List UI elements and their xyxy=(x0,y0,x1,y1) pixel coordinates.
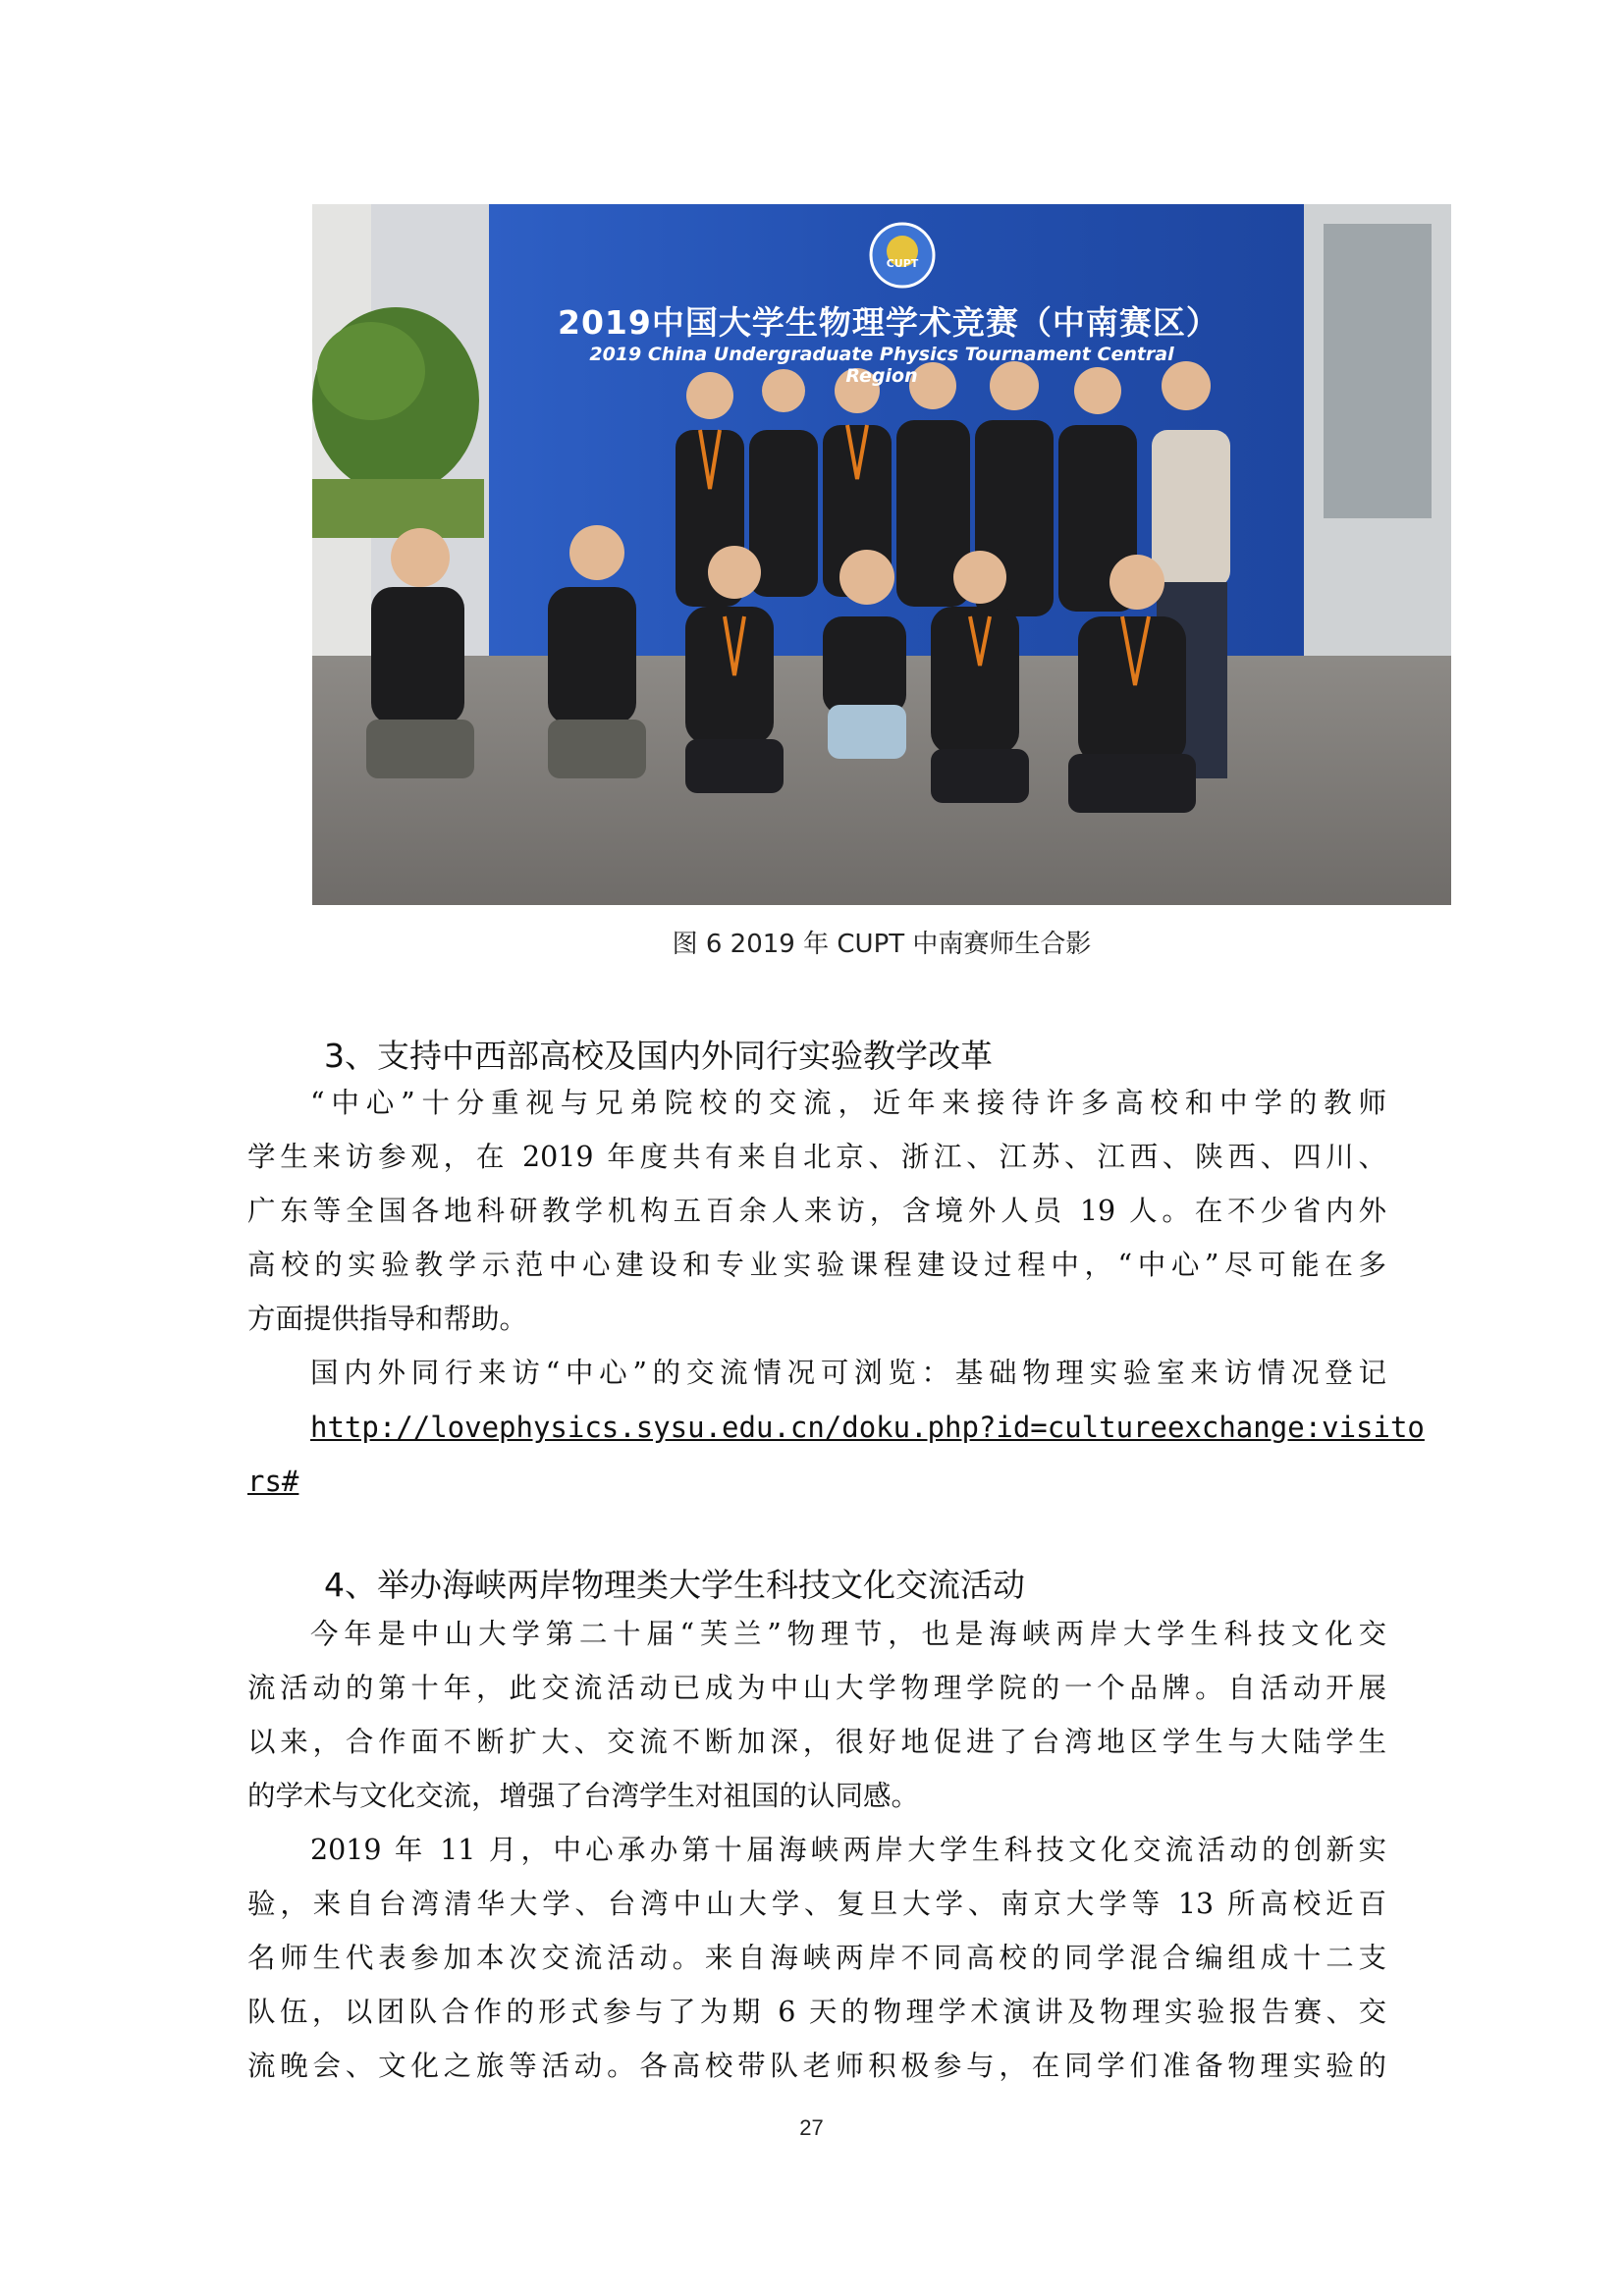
section-4-line-1: 今年是中山大学第二十届“芙兰”物理节，也是海峡两岸大学生科技文化交 xyxy=(310,1618,1386,1650)
visitor-log-url-part-1[interactable]: http://lovephysics.sysu.edu.cn/doku.php?id=cultureexchange:visito xyxy=(310,1411,1425,1444)
section-3-line-6: 国内外同行来访“中心”的交流情况可浏览：基础物理实验室来访情况登记 xyxy=(310,1357,1386,1389)
section-4-line-2: 流活动的第十年，此交流活动已成为中山大学物理学院的一个品牌。自活动开展 xyxy=(247,1672,1386,1704)
section-4-line-5: 2019 年 11 月，中心承办第十届海峡两岸大学生科技文化交流活动的创新实 xyxy=(310,1834,1386,1866)
cupt-logo-text: CUPT xyxy=(886,257,919,270)
section-4-heading: 4、举办海峡两岸物理类大学生科技文化交流活动 xyxy=(324,1566,1025,1604)
section-4-line-9: 流晚会、文化之旅等活动。各高校带队老师积极参与，在同学们准备物理实验的 xyxy=(247,2050,1386,2082)
section-3-heading: 3、支持中西部高校及国内外同行实验教学改革 xyxy=(324,1037,993,1075)
page-number: 27 xyxy=(799,2115,824,2140)
section-3-line-1: “中心”十分重视与兄弟院校的交流，近年来接待许多高校和中学的教师 xyxy=(310,1087,1386,1119)
visitor-log-link[interactable] xyxy=(310,1408,1425,1448)
section-3-line-3: 广东等全国各地科研教学机构五百余人来访，含境外人员 19 人。在不少省内外 xyxy=(247,1195,1386,1227)
section-4-line-3: 以来，合作面不断扩大、交流不断加深，很好地促进了台湾地区学生与大陆学生 xyxy=(247,1726,1386,1758)
section-4-line-8: 队伍，以团队合作的形式参与了为期 6 天的物理学术演讲及物理实验报告赛、交 xyxy=(247,1996,1386,2028)
visitor-log-url-part-2[interactable]: rs# xyxy=(247,1465,299,1498)
group-photo xyxy=(312,204,1451,905)
banner-title: 2019中国大学生物理学术竞赛（中南赛区） xyxy=(558,303,1219,342)
section-4-line-4: 的学术与文化交流，增强了台湾学生对祖国的认同感。 xyxy=(247,1780,920,1812)
section-4-line-7: 名师生代表参加本次交流活动。来自海峡两岸不同高校的同学混合编组成十二支 xyxy=(247,1942,1386,1974)
visitor-log-link-continued[interactable] xyxy=(247,1462,1386,1502)
figure-caption: 图 6 2019 年 CUPT 中南赛师生合影 xyxy=(672,930,1092,959)
section-4-line-6: 验，来自台湾清华大学、台湾中山大学、复旦大学、南京大学等 13 所高校近百 xyxy=(247,1888,1386,1920)
banner-subtitle: 2019 China Undergraduate Physics Tournament Central Region xyxy=(589,344,1174,387)
section-3-line-5: 方面提供指导和帮助。 xyxy=(247,1303,528,1335)
section-3-line-4: 高校的实验教学示范中心建设和专业实验课程建设过程中，“中心”尽可能在多 xyxy=(247,1249,1386,1281)
section-3-line-2: 学生来访参观，在 2019 年度共有来自北京、浙江、江苏、江西、陕西、四川、 xyxy=(247,1141,1386,1173)
